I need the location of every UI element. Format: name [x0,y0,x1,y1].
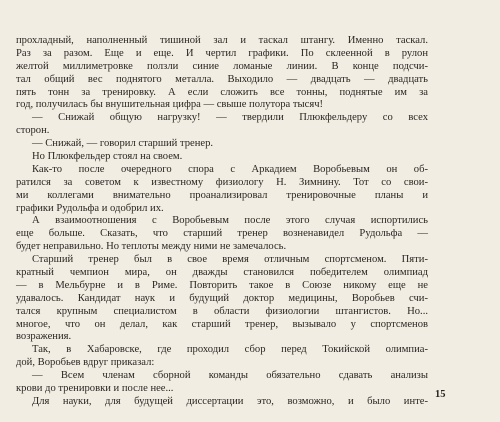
text-line: желтой миллиметровке ползли синие ломаные линии. В конце подсчи- [16,60,428,72]
text-line: кратный чемпион мира, он дважды становился победителем олимпиад [16,267,428,279]
text-line: удавалось. Кандидат наук и будущий доктор медицины, Воробьев счи- [16,292,428,304]
text-line: Так, в Хабаровске, где проходил сбор перед Токийской олимпиа- [32,344,428,356]
text-line: Для науки, для будущей диссертации это, возможно, и было инте- [32,395,428,407]
text-line: возражения. [16,331,72,343]
text-line: сторон. [16,125,50,137]
text-line: Как-то после очередного спора с Аркадием Воробьевым он об- [32,163,428,175]
text-line: дой, Воробьев вдруг приказал: [16,357,155,369]
text-line: еще больше. Сказать, что старший тренер возненавидел Рудольфа — [16,228,428,240]
text-line: — Всем членам сборной команды обязательно сдавать анализы [32,370,428,382]
text-line: ми коллегами внимательно проанализировал тренировочные планы и [16,189,428,201]
text-line: крови до тренировки и после нее... [16,383,174,395]
page-number: 15 [435,389,446,400]
text-line: — Снижай общую нагрузку! — твердили Плюкфельдеру со всех [32,112,428,124]
text-line: — в Мельбурне и в Риме. Повторить такое в Союзе никому еще не [16,279,428,291]
text-line: будет неправильно. Но теплоты между ними не замечалось. [16,241,287,253]
body-text [16,35,428,409]
text-line: Старший тренер был в свое время отличным спортсменом. Пяти- [32,254,428,266]
text-line: Раз за разом. Еще и еще. И чертил графики. По склеенной в рулон [16,47,428,59]
text-line: графики Рудольфа и одобрил их. [16,202,164,214]
text-line: пять тонн за тренировку. А если сложить все тонны, поднятые им за [16,86,428,98]
text-line: тался крупным специалистом в области физиологии штангистов. Но... [16,305,428,317]
text-line: год, получилась бы внушительная цифра — свыше полутора тысяч! [16,99,324,111]
text-line: тал общий вес поднятого металла. Выходило — двадцать — двадцать [16,73,428,85]
text-line: прохладный, наполненный тишиной зал и таскал штангу. Именно таскал. [16,35,428,46]
text-line: ратился за советом к известному физиологу Н. Зимнину. Тот со свои- [16,176,428,188]
text-line: А взаимоотношения с Воробьевым после этого случая испортились [32,215,428,227]
text-line: Но Плюкфельдер стоял на своем. [32,151,183,163]
text-line: — Снижай, — говорил старший тренер. [32,138,214,150]
text-line: многое, что он делал, как старший тренер, вызывало у спортсменов [16,318,428,330]
